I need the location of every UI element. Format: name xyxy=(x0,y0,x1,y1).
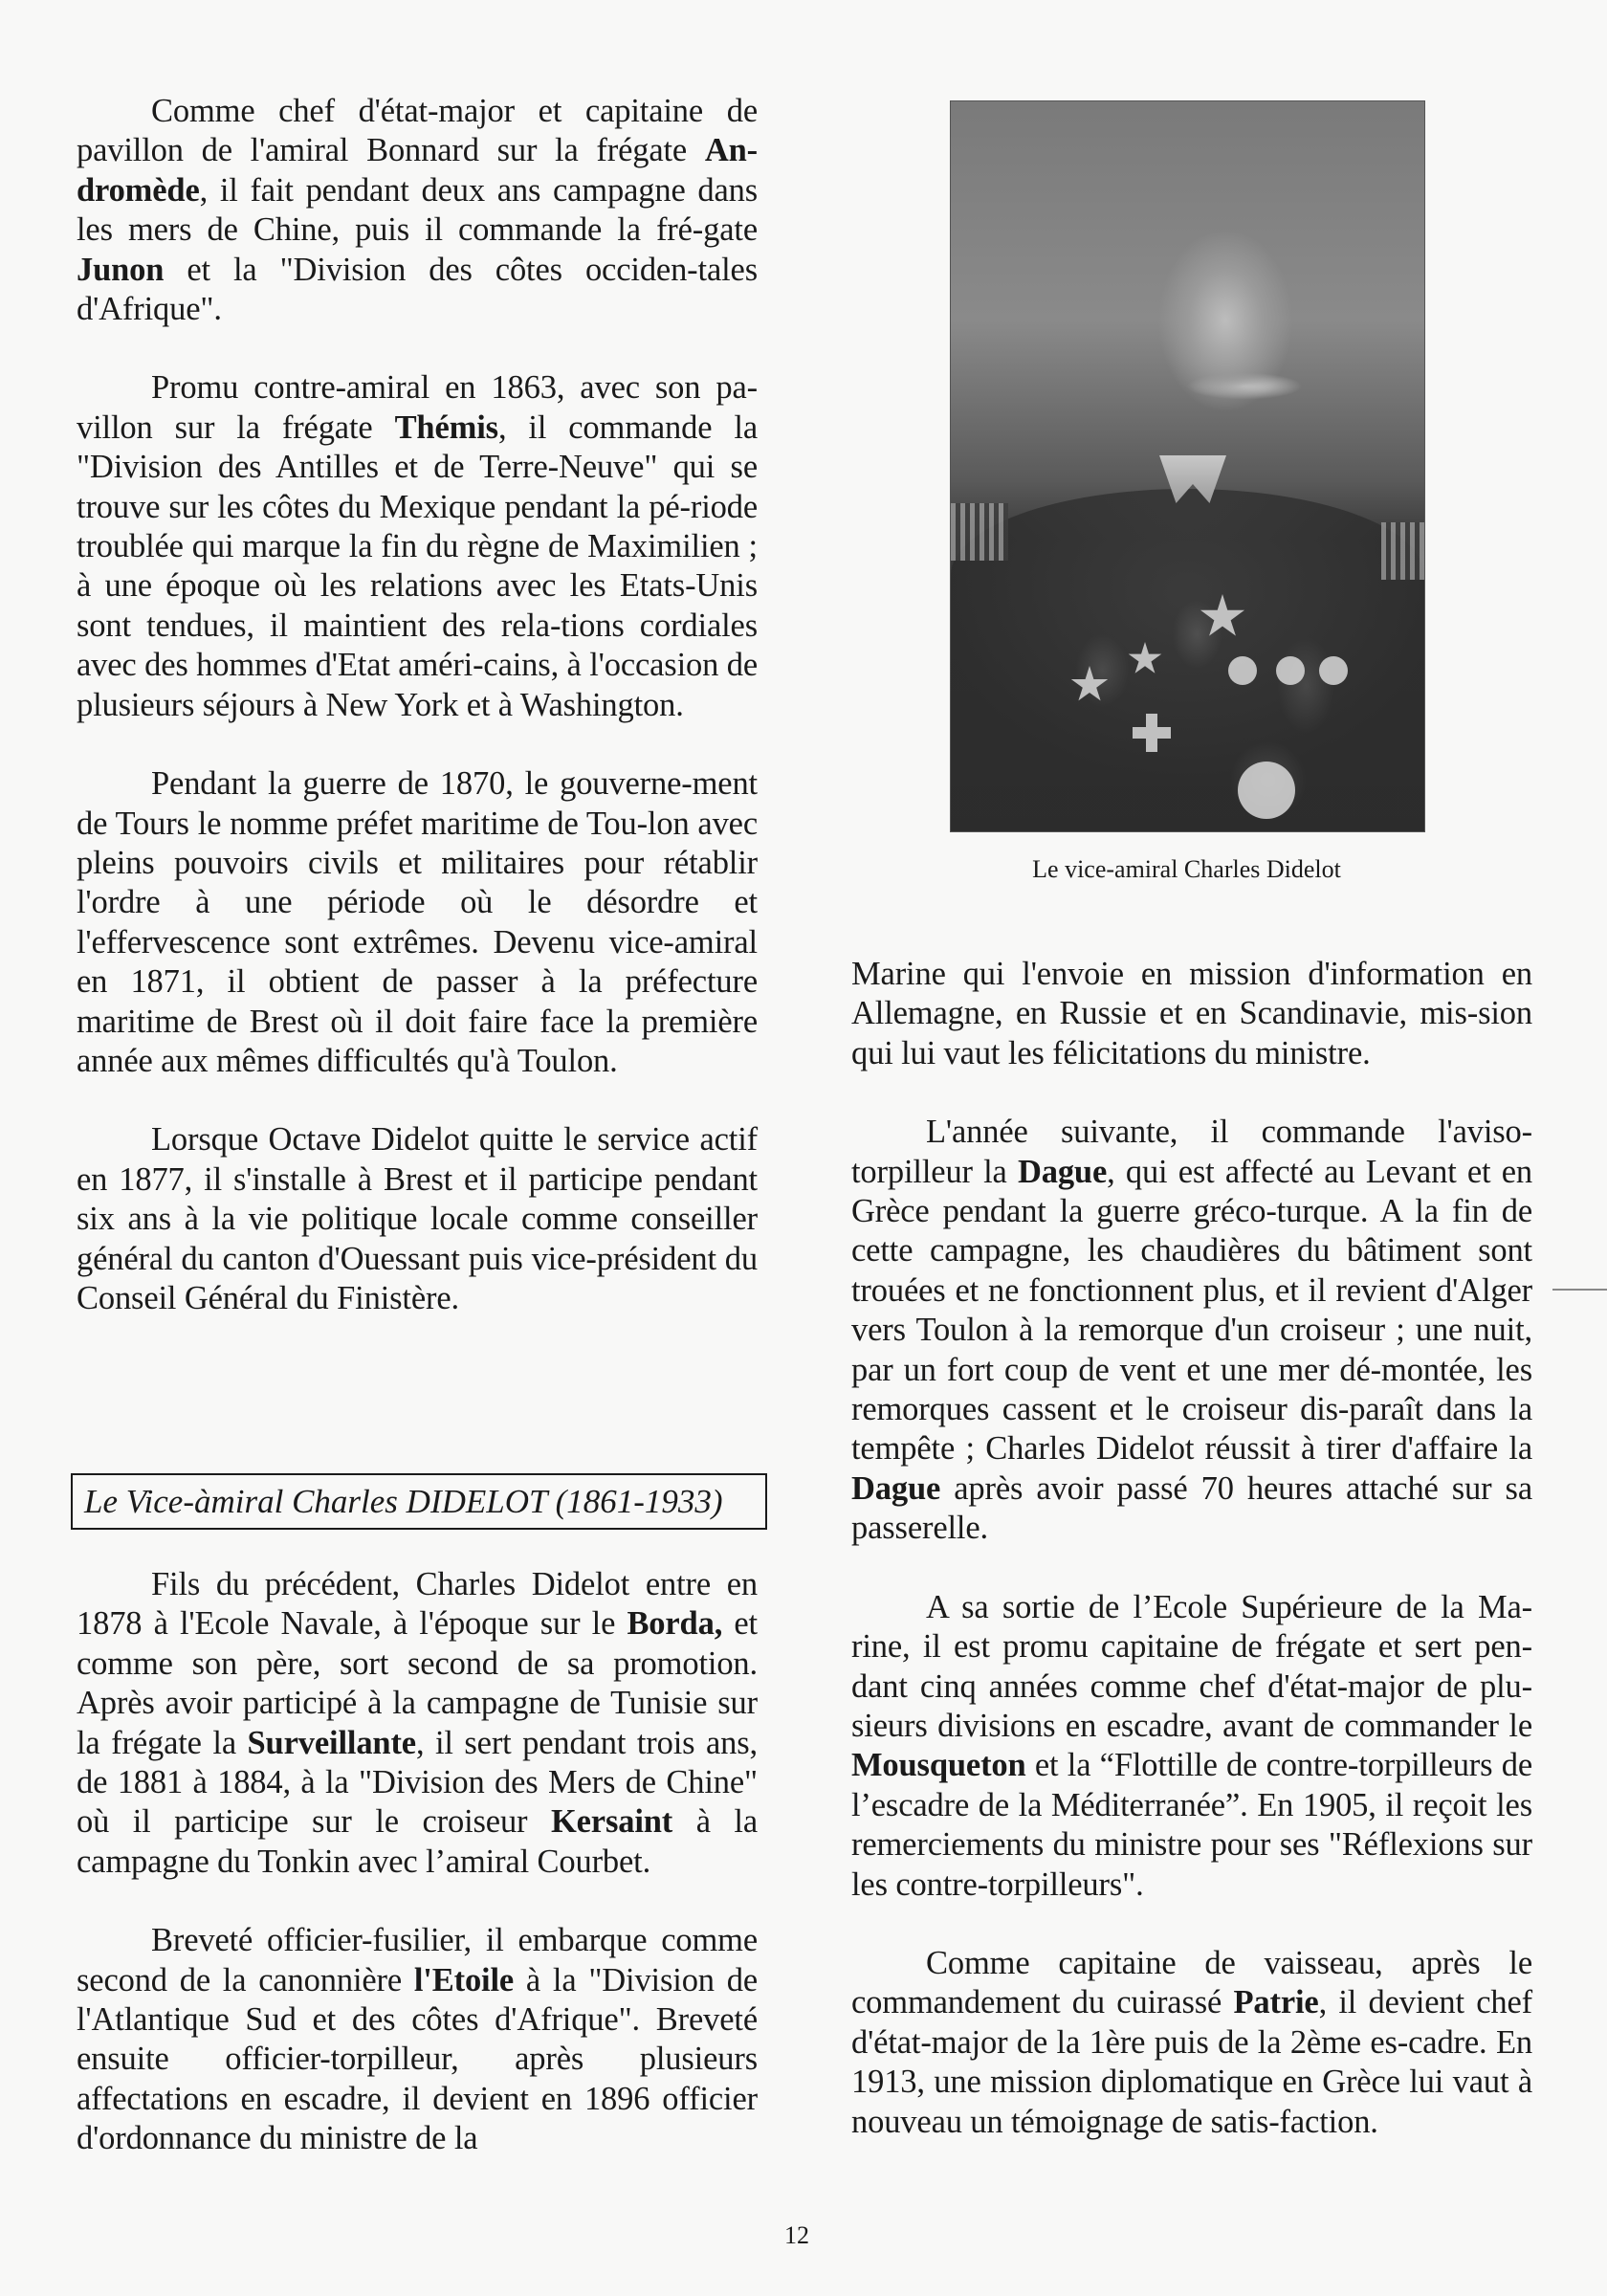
medal-round-icon xyxy=(1228,656,1257,685)
text-run: A sa sortie de l’Ecole Supérieure de la Ma-rine, il est promu capitaine de frégate et sert pen-dant cinq années comme chef d'état-major de plu-sieurs divisions en escadre, avant de commander le xyxy=(851,1588,1532,1744)
medal-round-icon xyxy=(1319,656,1348,685)
ship-name: Patrie xyxy=(1233,1984,1319,2021)
text-run: à la campagne du Tonkin avec l’amiral Courbet. xyxy=(77,1803,758,1880)
text-run: Promu contre-amiral en 1863, avec son pa-villon sur la frégate xyxy=(77,369,758,446)
photo-epaulette-right xyxy=(1381,522,1424,580)
paragraph-gap xyxy=(77,725,758,764)
paragraph xyxy=(851,955,1532,1073)
margin-scan-mark xyxy=(1552,1289,1607,1291)
text-run: , qui est affecté au Levant et en Grèce pendant la guerre gréco-turque. A la fin de cette campagne, les chaudières du bâtiment sont trouées et ne fonctionnent plus, et il revient d'Alger vers Toulon à la remorque d'un croiseur ; une nuit, par un fort coup de vent et une mer dé-montée, les remorques cassent et le croiseur dis-paraît dans la tempête ; Charles Didelot réussit à tirer d'affaire la xyxy=(851,1153,1532,1468)
ship-name: Dague xyxy=(851,1469,941,1507)
ship-name: Junon xyxy=(77,251,165,288)
ship-name: An-dromède xyxy=(77,132,758,209)
portrait-photo xyxy=(950,100,1425,832)
paragraph-gap xyxy=(77,1882,758,1921)
photo-epaulette-left xyxy=(951,503,1008,561)
medal-round-icon xyxy=(1276,656,1305,685)
text-run: L'année suivante, il commande l'aviso-torpilleur la xyxy=(851,1114,1532,1190)
photo-caption: Le vice-amiral Charles Didelot xyxy=(1032,855,1341,883)
photo-uniform-shape xyxy=(951,489,1424,832)
text-run: Pendant la guerre de 1870, le gouverne-ment de Tours le nomme préfet maritime de Tou-lon avec pleins pouvoirs civils et militaires pour rétablir l'ordre à une période où le désordre et l'effervescence sont extrêmes. Devenu vice-amiral en 1871, il obtient de passer à la préfecture maritime de Brest où il doit faire face la première année aux mêmes difficultés qu'à Toulon. xyxy=(77,765,758,1079)
paragraph xyxy=(77,1120,758,1318)
text-run: et la "Division des côtes occiden-tales d'Afrique". xyxy=(77,251,758,328)
ship-name: Surveillante xyxy=(247,1724,416,1761)
paragraph xyxy=(851,1113,1532,1548)
paragraph xyxy=(851,1588,1532,1905)
text-run: et comme son père, sort second de sa promotion. Après avoir participé à la campagne de Tunisie sur la frégate la xyxy=(77,1605,758,1761)
text-run: , il commande la "Division des Antilles et de Terre-Neuve" qui se trouve sur les côtes du Mexique pendant la pé-riode troublée qui marque la fin du règne de Maximilien ; à une époque où les relations avec les Etats-Unis sont tendues, il maintient des rela-tions cordiales avec des hommes d'Etat améri-cains, à l'occasion de plusieurs séjours à New York et à Washington. xyxy=(77,408,758,723)
text-run: , il devient chef d'état-major de la 1ère puis de la 2ème es-cadre. En 1913, une mission diplomatique en Grèce lui vaut à nouveau un témoignage de satis-faction. xyxy=(851,1984,1532,2140)
ship-name: Kersaint xyxy=(550,1803,673,1841)
medal-plaque-icon xyxy=(1238,762,1295,819)
paragraph xyxy=(851,1944,1532,2142)
text-run: Comme chef d'état-major et capitaine de pavillon de l'amiral Bonnard sur la frégate xyxy=(77,93,758,169)
paragraph xyxy=(77,368,758,725)
paragraph xyxy=(77,764,758,1081)
text-run: et la “Flottille de contre-torpilleurs de l’escadre de la Méditerranée”. En 1905, il reçoit les remerciements du ministre pour ses "Réflexions sur les contre-torpilleurs". xyxy=(851,1747,1532,1903)
ship-name: Borda, xyxy=(627,1605,723,1643)
ship-name: Mousqueton xyxy=(851,1747,1026,1784)
text-run: après avoir passé 70 heures attaché sur sa passerelle. xyxy=(851,1469,1532,1547)
paragraph-gap xyxy=(851,1905,1532,1944)
text-run: à la "Division de l'Atlantique Sud et des côtes d'Afrique". Breveté ensuite officier-torpilleur, après plusieurs affectations en escadre, il devient en 1896 officier d'ordonnance du ministre de la xyxy=(77,1961,758,2157)
text-run: Comme capitaine de vaisseau, après le commandement du cuirassé xyxy=(851,1944,1532,2021)
text-run: Fils du précédent, Charles Didelot entre en 1878 à l'Ecole Navale, à l'époque sur le xyxy=(77,1566,758,1643)
ship-name: Thémis xyxy=(394,408,498,446)
paragraph-gap xyxy=(77,329,758,368)
text-run: Marine qui l'envoie en mission d'information en Allemagne, en Russie et en Scandinavie, mis-sion qui lui vaut les félicitations du ministre. xyxy=(851,956,1532,1071)
paragraph xyxy=(77,1565,758,1882)
paragraph-gap xyxy=(851,1073,1532,1113)
right-column xyxy=(851,955,1532,2142)
paragraph xyxy=(77,1921,758,2158)
left-column-lower xyxy=(77,1565,758,2159)
paragraph xyxy=(77,92,758,329)
text-run: , il fait pendant deux ans campagne dans les mers de Chine, puis il commande la fré-gate xyxy=(77,171,758,249)
page-number: 12 xyxy=(784,2221,809,2249)
ship-name: Dague xyxy=(1017,1153,1108,1190)
left-column-upper xyxy=(77,92,758,1318)
paragraph-gap xyxy=(77,1081,758,1120)
paragraph-gap xyxy=(851,1549,1532,1588)
text-run: Lorsque Octave Didelot quitte le service actif en 1877, il s'installe à Brest et il participe pendant six ans à la vie politique locale comme conseiller général du canton d'Ouessant puis vice-président du Conseil Général du Finistère. xyxy=(77,1121,758,1316)
ship-name: l'Etoile xyxy=(413,1961,515,1998)
section-heading: Le Vice-àmiral Charles DIDELOT (1861-1933) xyxy=(71,1473,767,1530)
text-run: , il sert pendant trois ans, de 1881 à 1884, à la "Division des Mers de Chine" où il participe sur le croiseur xyxy=(77,1724,758,1841)
text-run: Breveté officier-fusilier, il embarque comme second de la canonnière xyxy=(77,1922,758,1998)
